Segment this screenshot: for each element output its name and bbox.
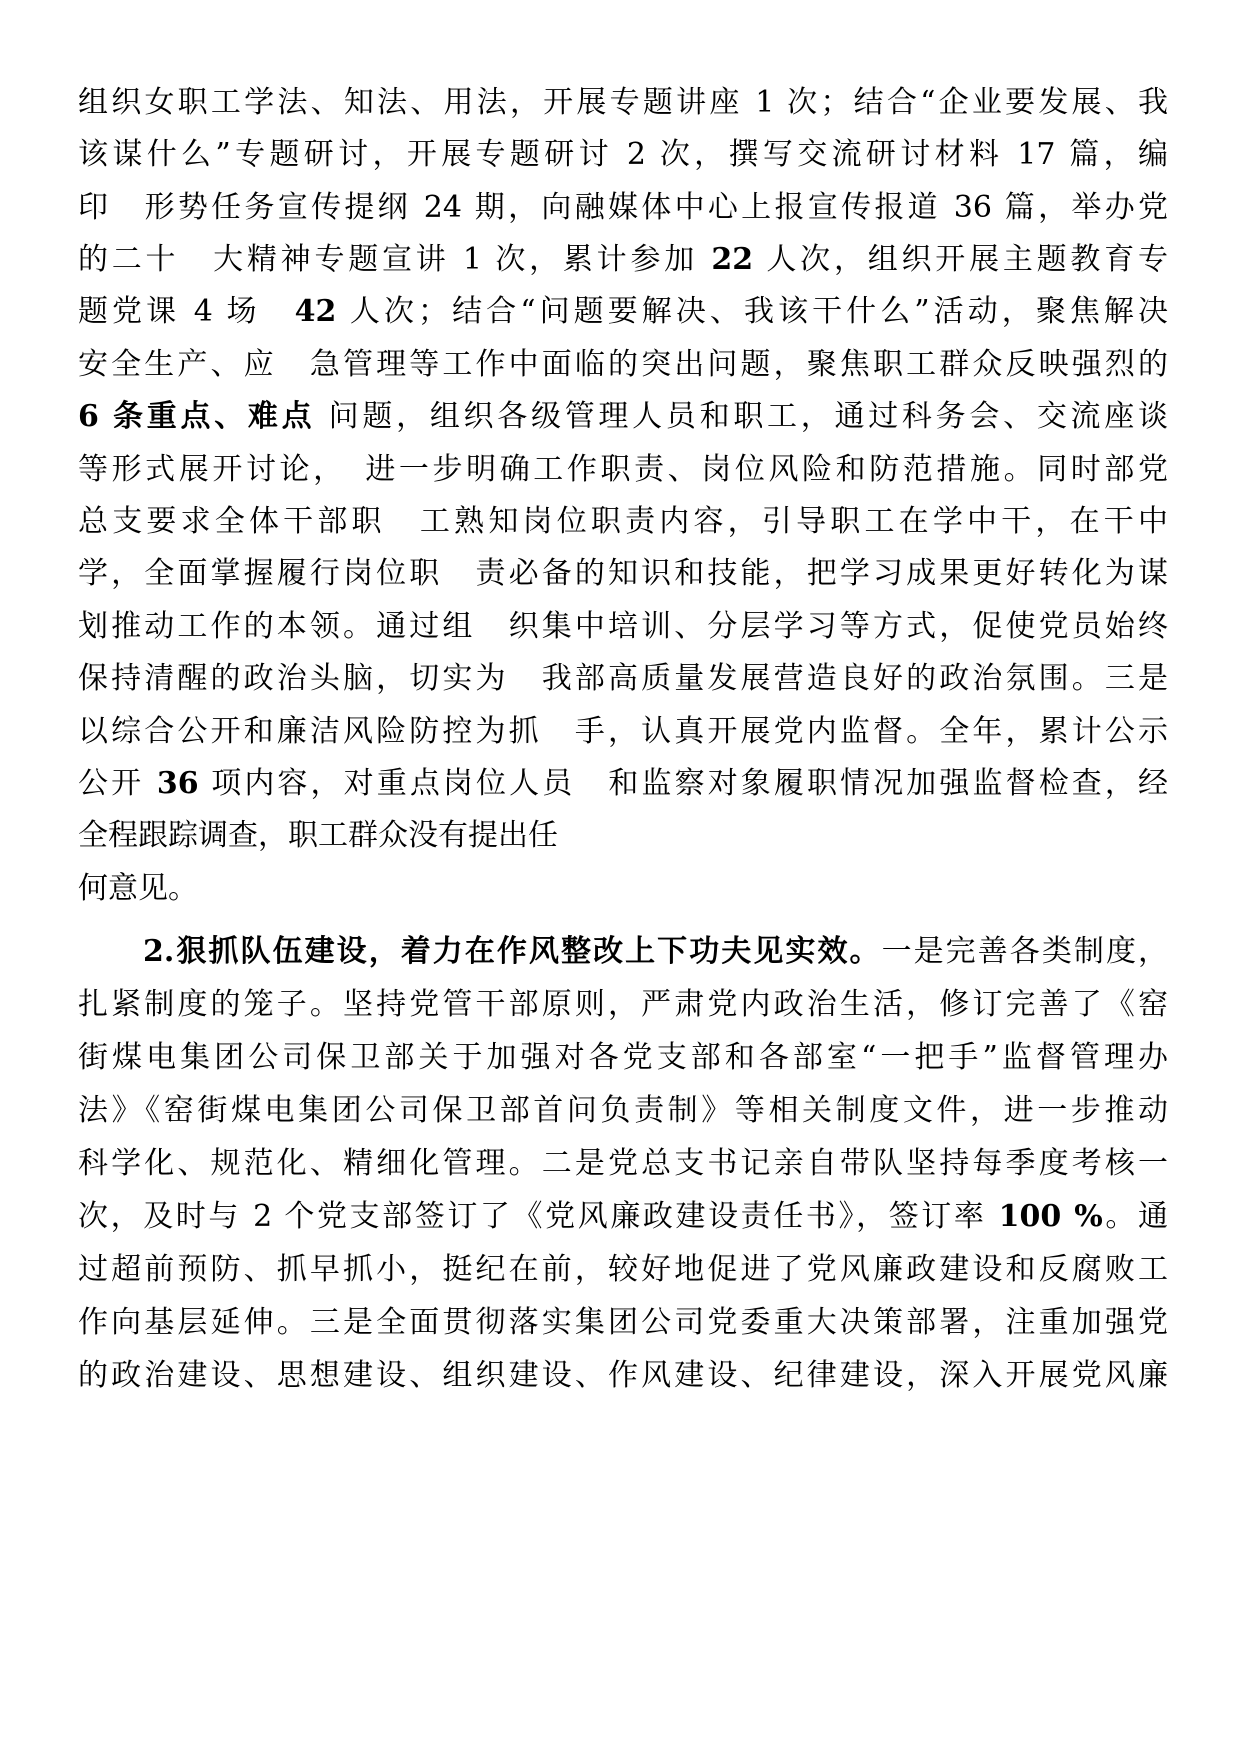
text-segment: 过超前预防、抓早抓小，挺纪在前，较好地促进了党风廉政建设和反腐败工 <box>78 1252 1168 1287</box>
text-line-5 <box>78 288 1168 336</box>
text-segment: 项内容，对重点岗位人员 和监察对象履职情况加强监督检查，经 <box>198 766 1168 801</box>
text-segment: 以综合公开和廉洁风险防控为抓 手，认真开展党内监督。全年，累计公示 <box>78 714 1168 749</box>
bold-text-segment: 42 <box>294 294 337 329</box>
text-segment: 全程跟踪调查，职工群众没有提出任 <box>78 818 558 853</box>
text-segment: 安全生产、应 急管理等工作中面临的突出问题，聚焦职工群众反映强烈的 <box>78 347 1168 382</box>
text-segment: 总支要求全体干部职 工熟知岗位职责内容，引导职工在学中干，在干中 <box>78 504 1168 539</box>
text-segment: 等形式展开讨论， 进一步明确工作职责、岗位风险和防范措施。同时部党 <box>78 452 1168 487</box>
text-segment: 人次；结合“问题要解决、我该干什么”活动，聚焦解决 <box>336 294 1168 329</box>
text-segment: 保持清醒的政治头脑，切实为 我部高质量发展营造良好的政治氛围。三是 <box>78 661 1168 696</box>
text-line-24 <box>78 1299 1168 1347</box>
text-segment: 组织女职工学法、知法、用法，开展专题讲座 1 次；结合“企业要发展、我 <box>78 85 1168 120</box>
text-segment: 该谋什么”专题研讨，开展专题研讨 2 次，撰写交流研讨材料 17 篇，编 <box>78 137 1168 172</box>
bold-text-segment: 36 <box>156 766 199 801</box>
text-line-12 <box>78 655 1168 703</box>
text-line-14 <box>78 760 1168 808</box>
text-segment: 次，及时与 2 个党支部签订了《党风廉政建设责任书》，签订率 <box>78 1199 999 1234</box>
text-segment: 作向基层延伸。三是全面贯彻落实集团公司党委重大决策部署，注重加强党 <box>78 1305 1168 1340</box>
bold-text-segment: 100 % <box>998 1199 1103 1234</box>
text-line-16 <box>78 865 1168 913</box>
text-line-4 <box>78 236 1168 284</box>
text-line-7 <box>78 393 1168 441</box>
text-line-19 <box>78 1034 1168 1082</box>
text-line-8 <box>78 446 1168 494</box>
text-line-18 <box>78 981 1168 1029</box>
text-line-23 <box>78 1246 1168 1294</box>
text-line-6 <box>78 341 1168 389</box>
text-line-26 <box>78 1405 1168 1453</box>
text-segment: 街煤电集团公司保卫部关于加强对各党支部和各部室“一把手”监督管理办 <box>78 1040 1168 1075</box>
text-line-22 <box>78 1193 1168 1241</box>
text-segment: 。通 <box>1102 1199 1168 1234</box>
text-segment: 人次，组织开展主题教育专 <box>753 242 1168 277</box>
text-segment: 一是完善各类制度， <box>881 934 1168 969</box>
text-line-21 <box>78 1140 1168 1188</box>
text-segment: 的二十 大精神专题宣讲 1 次，累计参加 <box>78 242 712 277</box>
section-heading-line <box>143 928 1168 976</box>
text-line-20 <box>78 1087 1168 1135</box>
text-line-15 <box>78 812 1168 860</box>
text-segment: 印 形势任务宣传提纲 24 期，向融媒体中心上报宣传报道 36 篇，举办党 <box>78 190 1168 225</box>
text-segment: 何意见。 <box>78 871 198 906</box>
text-line-10 <box>78 550 1168 598</box>
text-segment: 公开 <box>78 766 157 801</box>
text-segment: 科学化、规范化、精细化管理。二是党总支书记亲自带队坚持每季度考核一 <box>78 1146 1168 1181</box>
text-line-25 <box>78 1352 1168 1400</box>
bold-text-segment: 6 条重点、难点 <box>78 399 316 434</box>
text-line-3 <box>78 184 1168 232</box>
bold-text-segment: 2.狠抓队伍建设，着力在作风整改上下功夫见实效。 <box>143 934 882 969</box>
text-segment: 学，全面掌握履行岗位职 责必备的知识和技能，把学习成果更好转化为谋 <box>78 556 1168 591</box>
text-segment: 的政治建设、思想建设、组织建设、作风建设、纪律建设，深入开展党风廉 <box>78 1358 1168 1393</box>
text-segment: 扎紧制度的笼子。坚持党管干部原则，严肃党内政治生活，修订完善了《窑 <box>78 987 1168 1022</box>
text-segment: 法》《窑街煤电集团公司保卫部首问负责制》等相关制度文件，进一步推动 <box>78 1093 1168 1128</box>
text-segment: 问题，组织各级管理人员和职工，通过科务会、交流座谈 <box>315 399 1168 434</box>
text-line-11 <box>78 603 1168 651</box>
text-line-1 <box>78 79 1168 127</box>
text-line-13 <box>78 708 1168 756</box>
text-line-2 <box>78 131 1168 179</box>
bold-text-segment: 22 <box>711 242 754 277</box>
text-segment: 划推动工作的本领。通过组 织集中培训、分层学习等方式，促使党员始终 <box>78 609 1168 644</box>
text-line-9 <box>78 498 1168 546</box>
text-segment: 题党课 4 场 <box>78 294 295 329</box>
